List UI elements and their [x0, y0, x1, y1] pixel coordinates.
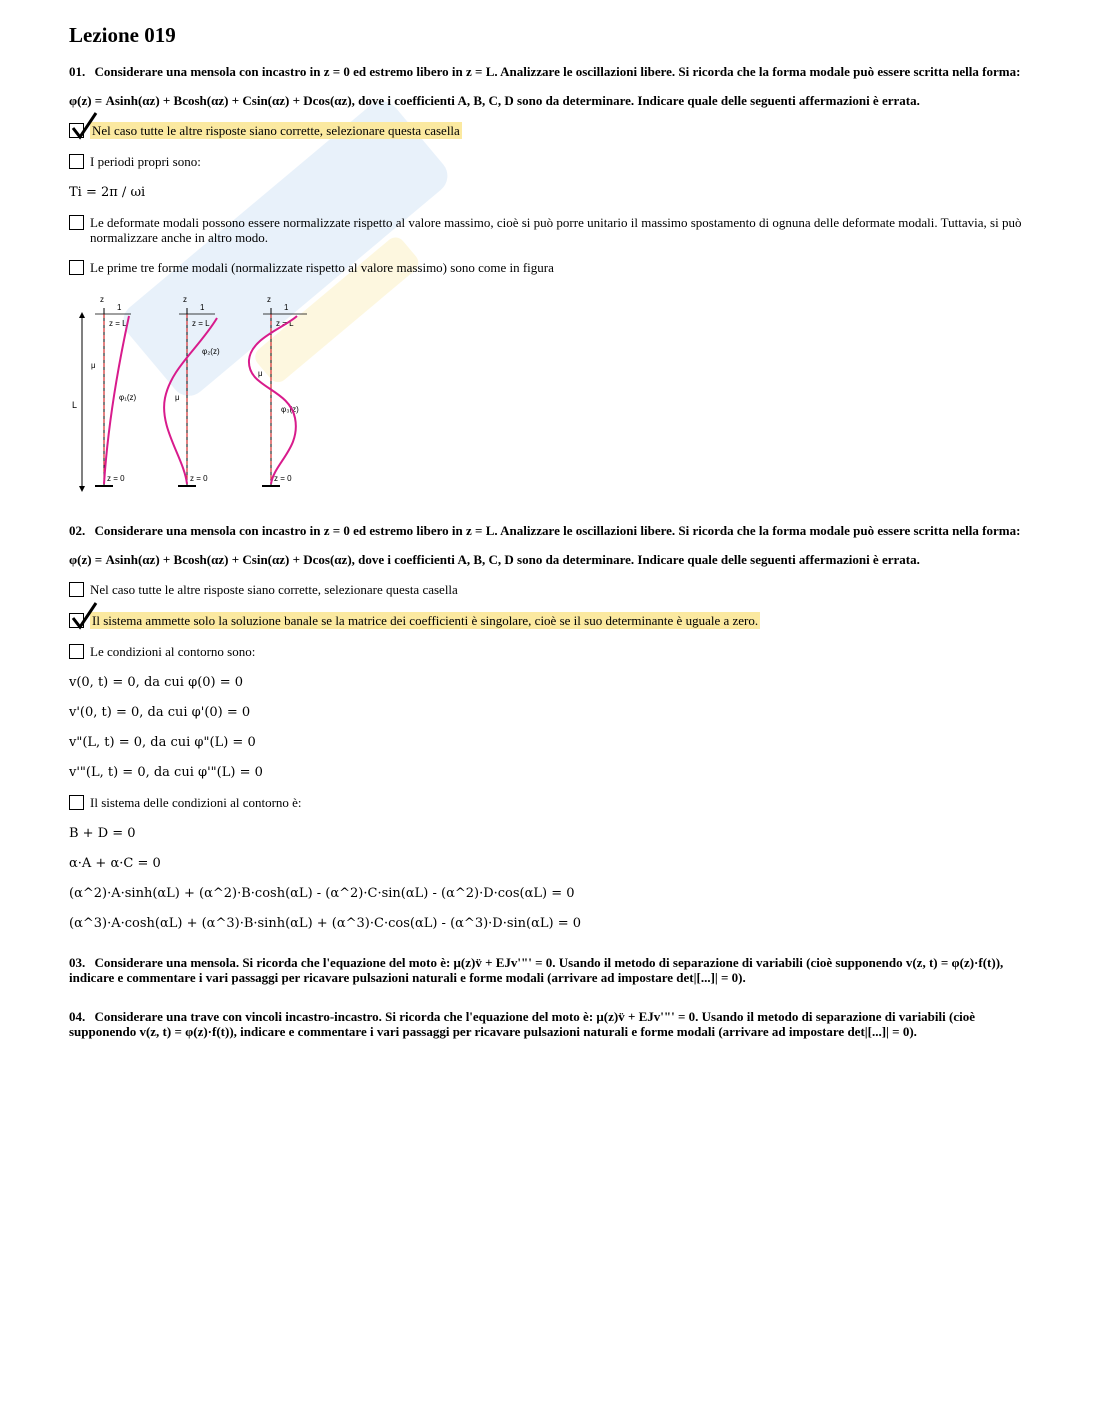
- option-label: I periodi propri sono:: [90, 154, 201, 169]
- question-text: Considerare una trave con vincoli incastro-incastro. Si ricorda che l'equazione del moto è: μ(z)v̈ + EJv'"' = 0. Usando il metodo di separazione di variabili (cioè supponendo v(z, t) = φ(z)·f(t)), indicare e commentare i vari passaggi per ricavare pulsazioni naturali e forme modali (arrivare ad impostare det|[...]| = 0).: [69, 1009, 975, 1039]
- document-page: [69, 22, 1029, 1039]
- question-text: Considerare una mensola con incastro in z = 0 ed estremo libero in z = L. Analizzare le oscillazioni libere. Si ricorda che la forma modale può essere scritta nella forma:: [94, 64, 1021, 79]
- option-checkbox[interactable]: [69, 123, 1029, 139]
- svg-text:z: z: [100, 295, 104, 304]
- option-label: Le condizioni al contorno sono:: [90, 644, 256, 659]
- option-detail-line: α·A + α·C = 0: [69, 856, 161, 871]
- option-detail-line: v(0, t) = 0, da cui φ(0) = 0: [69, 675, 244, 690]
- option-checkbox[interactable]: [69, 795, 1029, 811]
- svg-text:z = L: z = L: [276, 319, 294, 328]
- option-detail-line: v'"(L, t) = 0, da cui φ'"(L) = 0: [69, 765, 263, 780]
- question-number: 02.: [69, 523, 86, 538]
- option-detail-line: (α^2)·A·sinh(αL) + (α^2)·B·cosh(αL) - (α^2)·C·sin(αL) - (α^2)·D·cos(αL) = 0: [69, 886, 575, 901]
- checkbox[interactable]: [69, 582, 84, 597]
- svg-text:φ₃(z): φ₃(z): [281, 405, 299, 414]
- option-detail-line: v'(0, t) = 0, da cui φ'(0) = 0: [69, 705, 251, 720]
- option-label: Il sistema delle condizioni al contorno è:: [90, 795, 302, 810]
- svg-text:z = L: z = L: [192, 319, 210, 328]
- svg-text:φ₂(z): φ₂(z): [202, 347, 220, 356]
- svg-text:μ: μ: [258, 369, 263, 378]
- option-label: Il sistema ammette solo la soluzione banale se la matrice dei coefficienti è singolare, cioè se il suo determinante è uguale a zero.: [92, 613, 759, 628]
- checkbox[interactable]: [69, 260, 84, 275]
- question-03: [69, 955, 1029, 985]
- question-number: 04.: [69, 1009, 86, 1024]
- option-label: Nel caso tutte le altre risposte siano corrette, selezionare questa casella: [90, 582, 458, 597]
- question-number: 03.: [69, 955, 86, 970]
- svg-text:1: 1: [200, 303, 205, 312]
- option-detail-line: v"(L, t) = 0, da cui φ"(L) = 0: [69, 735, 256, 750]
- svg-text:z = 0: z = 0: [107, 474, 125, 483]
- option-checkbox[interactable]: [69, 215, 1029, 245]
- mode-shape-2: [164, 295, 220, 486]
- option-checkbox[interactable]: [69, 613, 1029, 629]
- svg-text:μ: μ: [175, 393, 180, 402]
- mode-shape-1: [91, 295, 137, 486]
- question-number: 01.: [69, 64, 86, 79]
- option-label: Le deformate modali possono essere normalizzate rispetto al valore massimo, cioè si può porre unitario il massimo spostamento di ognuna delle deformate modali. Tuttavia, si può normalizzare anche in altro modo.: [90, 215, 1022, 245]
- option-label: Nel caso tutte le altre risposte siano corrette, selezionare questa casella: [92, 123, 460, 138]
- svg-text:z = 0: z = 0: [190, 474, 208, 483]
- figure-label-L: L: [72, 400, 78, 410]
- svg-text:μ: μ: [91, 361, 96, 370]
- question-04: [69, 1009, 1029, 1039]
- svg-text:z: z: [183, 295, 187, 304]
- svg-text:z: z: [267, 295, 271, 304]
- svg-text:φ₁(z): φ₁(z): [119, 393, 137, 402]
- option-detail-line: (α^3)·A·cosh(αL) + (α^3)·B·sinh(αL) + (α^3)·C·cos(αL) - (α^3)·D·sin(αL) = 0: [69, 916, 582, 931]
- page-title: Lezione 019: [69, 23, 176, 47]
- checkbox[interactable]: [69, 215, 84, 230]
- option-detail-line: Ti = 2π / ωi: [69, 185, 146, 200]
- option-checkbox[interactable]: [69, 644, 1029, 660]
- option-checkbox[interactable]: [69, 154, 1029, 170]
- mode-shape-3: [249, 295, 307, 486]
- option-checkbox[interactable]: [69, 582, 1029, 598]
- question-formula: φ(z) = Asinh(αz) + Bcosh(αz) + Csin(αz) + Dcos(αz), dove i coefficienti A, B, C, D sono da determinare. Indicare quale delle seguenti affermazioni è errata.: [69, 93, 920, 108]
- checkbox[interactable]: [69, 795, 84, 810]
- question-text: Considerare una mensola con incastro in z = 0 ed estremo libero in z = L. Analizzare le oscillazioni libere. Si ricorda che la forma modale può essere scritta nella forma:: [94, 523, 1021, 538]
- option-label: Le prime tre forme modali (normalizzate rispetto al valore massimo) sono come in figura: [90, 260, 554, 275]
- checkbox[interactable]: [69, 154, 84, 169]
- svg-text:z = L: z = L: [109, 319, 127, 328]
- question-01: [69, 64, 1029, 499]
- option-checkbox[interactable]: [69, 260, 1029, 276]
- question-02: [69, 523, 1029, 931]
- question-text: Considerare una mensola. Si ricorda che l'equazione del moto è: μ(z)v̈ + EJv'"' = 0. Usando il metodo di separazione di variabili (cioè supponendo v(z, t) = φ(z)·f(t)), indicare e commentare i vari passaggi per ricavare pulsazioni naturali e forme modali (arrivare ad impostare det|[...]| = 0).: [69, 955, 1004, 985]
- svg-text:z = 0: z = 0: [274, 474, 292, 483]
- option-detail-line: B + D = 0: [69, 826, 136, 841]
- checkmark-icon: [70, 111, 98, 141]
- svg-text:1: 1: [284, 303, 289, 312]
- svg-text:1: 1: [117, 303, 122, 312]
- modal-shapes-figure: [69, 288, 319, 494]
- checkmark-icon: [70, 601, 98, 631]
- question-formula: φ(z) = Asinh(αz) + Bcosh(αz) + Csin(αz) + Dcos(αz), dove i coefficienti A, B, C, D sono da determinare. Indicare quale delle seguenti affermazioni è errata.: [69, 552, 920, 567]
- checkbox[interactable]: [69, 644, 84, 659]
